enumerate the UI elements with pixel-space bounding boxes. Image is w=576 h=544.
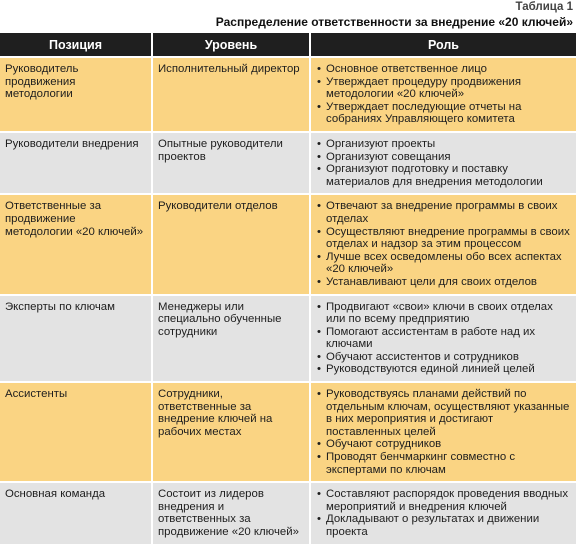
table-title: Распределение ответственности за внедрение «20 ключей» [215, 15, 573, 29]
cell-position: Ассистенты [0, 382, 152, 482]
role-item: • Составляют распорядок проведения вводных мероприятий и внедрения ключей [316, 488, 571, 513]
role-item: • Утверждает последующие отчеты на собраниях Управляющего комитета [316, 101, 571, 126]
roles-list [316, 301, 571, 377]
role-item: • Организуют подготовку и поставку материалов для внедрения методологии [316, 163, 571, 188]
roles-list [316, 63, 571, 126]
cell-roles [310, 382, 576, 482]
role-item: • Продвигают «свои» ключи в своих отделах или по всему предприятию [316, 301, 571, 326]
cell-level: Исполнительный директор [152, 57, 310, 132]
table-row [0, 194, 576, 294]
table-number: Таблица 1 [515, 1, 573, 13]
table-row [0, 482, 576, 543]
table-row [0, 295, 576, 383]
cell-position: Ответственные за продвижение методологии «20 ключей» [0, 194, 152, 294]
header-level: Уровень [152, 33, 310, 57]
header-role: Роль [310, 33, 576, 57]
role-item: • Обучают ассистентов и сотрудников [316, 351, 571, 364]
cell-position: Руководители внедрения [0, 132, 152, 194]
cell-roles [310, 482, 576, 543]
roles-list [316, 200, 571, 288]
roles-list [316, 488, 571, 538]
role-item: • Помогают ассистентам в работе над их ключами [316, 326, 571, 351]
cell-position: Основная команда [0, 482, 152, 543]
table-row [0, 382, 576, 482]
role-item: • Лучше всех осведомлены обо всех аспектах «20 ключей» [316, 251, 571, 276]
cell-roles [310, 132, 576, 194]
cell-level: Сотрудники, ответственные за внедрение ключей на рабочих местах [152, 382, 310, 482]
role-item: • Проводят бенчмаркинг совместно с экспертами по ключам [316, 451, 571, 476]
cell-position: Руководитель продвижения методологии [0, 57, 152, 132]
role-item: • Основное ответственное лицо [316, 63, 571, 76]
role-item: • Устанавливают цели для своих отделов [316, 276, 571, 289]
cell-roles [310, 57, 576, 132]
table-header-row [0, 33, 576, 57]
cell-roles [310, 295, 576, 383]
roles-list [316, 138, 571, 188]
table-row [0, 132, 576, 194]
cell-level: Опытные руководители проектов [152, 132, 310, 194]
cell-level: Состоит из лидеров внедрения и ответственных за продвижение «20 ключей» [152, 482, 310, 543]
role-item: • Обучают сотрудников [316, 438, 571, 451]
responsibility-table [0, 33, 576, 544]
role-item: • Докладывают о результатах и движении проекта [316, 513, 571, 538]
header-position: Позиция [0, 33, 152, 57]
cell-level: Руководители отделов [152, 194, 310, 294]
roles-list [316, 388, 571, 476]
cell-level: Менеджеры или специально обученные сотрудники [152, 295, 310, 383]
role-item: • Организуют проекты [316, 138, 571, 151]
role-item: • Утверждает процедуру продвижения методологии «20 ключей» [316, 76, 571, 101]
role-item: • Организуют совещания [316, 151, 571, 164]
cell-roles [310, 194, 576, 294]
table-row [0, 57, 576, 132]
cell-position: Эксперты по ключам [0, 295, 152, 383]
role-item: • Руководствуясь планами действий по отдельным ключам, осуществляют указанные в них мероприятия и достигают поставленных целей [316, 388, 571, 438]
role-item: • Отвечают за внедрение программы в своих отделах [316, 200, 571, 225]
role-item: • Осуществляют внедрение программы в своих отделах и надзор за этим процессом [316, 226, 571, 251]
role-item: • Руководствуются единой линией целей [316, 363, 571, 376]
